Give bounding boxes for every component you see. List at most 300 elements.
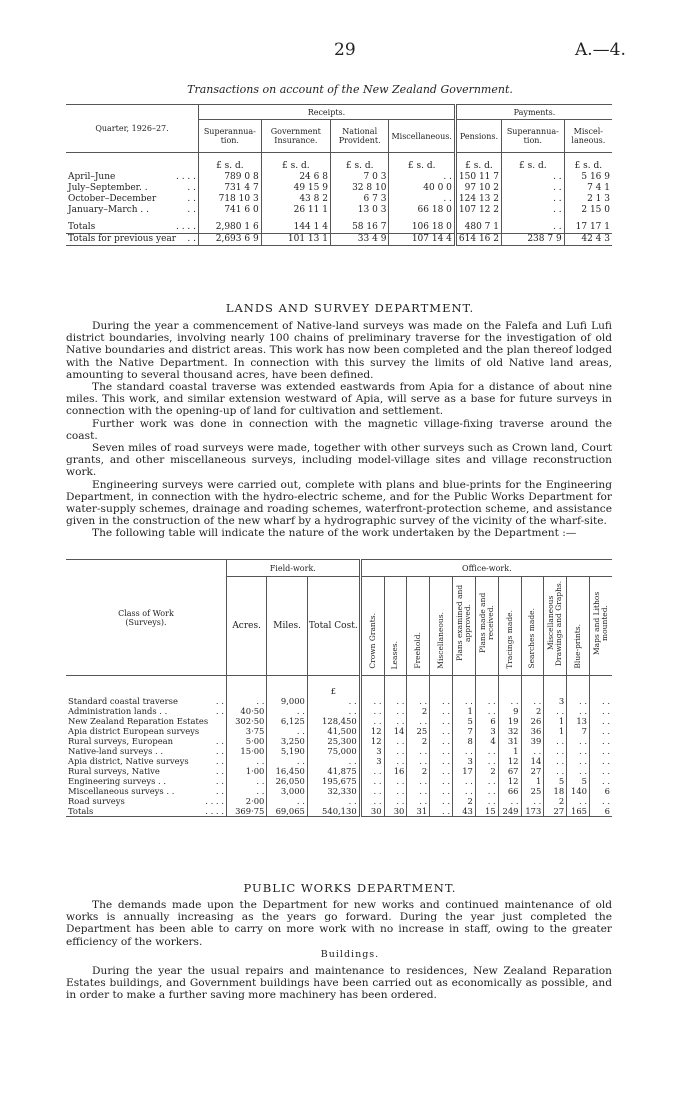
currency-cell: [475, 676, 498, 697]
totals-row: [66, 216, 612, 234]
row-label: January–March . .: [68, 205, 149, 215]
data-cell: 25,300: [307, 736, 360, 746]
office-column-label: Freehold.: [413, 632, 423, 669]
office-column-label: Blue-prints.: [573, 624, 583, 669]
data-cell: 19: [498, 716, 521, 726]
data-cell: 16,450: [267, 766, 307, 776]
unit-cell: £ s. d.: [261, 153, 330, 173]
row-label-cell: [66, 716, 226, 726]
document-reference: A.—4.: [575, 40, 626, 60]
buildings-body: [66, 965, 612, 1002]
data-cell: . .: [590, 736, 613, 746]
data-cell: . .: [407, 756, 430, 766]
data-cell: 13 0 3: [330, 205, 388, 216]
currency-cell: [226, 676, 266, 697]
data-cell: . .: [360, 766, 384, 776]
office-column-header: [567, 577, 590, 676]
data-cell: 3: [360, 746, 384, 756]
units-spacer: [66, 153, 199, 173]
lands-section-title: LANDS AND SURVEY DEPARTMENT.: [225, 301, 475, 315]
data-cell: 17 17 1: [564, 216, 612, 234]
data-cell: . .: [407, 796, 430, 806]
data-cell: . .: [453, 696, 476, 706]
data-cell: . .: [475, 756, 498, 766]
data-cell: . .: [590, 706, 613, 716]
unit-cell: £ s. d.: [501, 153, 564, 173]
data-cell: 2: [544, 796, 567, 806]
data-cell: 13: [567, 716, 590, 726]
data-cell: 789 0 8: [199, 172, 262, 183]
currency-cell: [384, 676, 407, 697]
data-cell: . .: [453, 786, 476, 796]
data-cell: 17: [453, 766, 476, 776]
data-cell: . .: [590, 726, 613, 736]
row-label: April–June: [68, 172, 116, 182]
data-cell: 2: [407, 706, 430, 716]
data-cell: 49 15 9: [261, 183, 330, 194]
column-header: Superannua-tion.: [199, 120, 262, 153]
lands-body: [66, 320, 612, 540]
data-cell: 16: [384, 766, 407, 776]
row-leader: . . . .: [205, 796, 224, 806]
data-cell: . .: [475, 796, 498, 806]
data-cell: 5 16 9: [564, 172, 612, 183]
data-cell: 5: [453, 716, 476, 726]
unit-cell: £ s. d.: [199, 153, 262, 173]
currency-row: [66, 676, 612, 697]
data-cell: . .: [430, 786, 453, 796]
public-works-body: [66, 899, 612, 948]
data-cell: 26: [521, 716, 544, 726]
data-cell: 195,675: [307, 776, 360, 786]
row-leader: . .: [187, 183, 196, 193]
office-column-header: [544, 577, 567, 676]
data-cell: . .: [384, 746, 407, 756]
data-cell: 6,125: [267, 716, 307, 726]
quarter-header: Quarter, 1926–27.: [95, 124, 169, 133]
data-cell: 27: [521, 766, 544, 776]
row-label-cell: [66, 796, 226, 806]
office-column-header: [407, 577, 430, 676]
data-cell: 5: [567, 776, 590, 786]
paragraph: During the year a commencement of Native-land surveys was made on the Falefa and Lufi Lufi district boundaries, involving nearly 100 chains of preliminary traverse for the investigation of old Native boundaries and district areas. This work has now been completed and the plan thereof lodged with the Native Department. In connection with this survey the limits of old Native land areas, amounting to several thousand acres, have been defined.: [66, 320, 612, 381]
field-column-header: Miles.: [267, 577, 307, 676]
data-cell: 32 8 10: [330, 183, 388, 194]
paragraph: The following table will indicate the nature of the work undertaken by the Department :—: [92, 527, 577, 540]
data-cell: 32: [498, 726, 521, 736]
data-cell: . .: [567, 696, 590, 706]
data-cell: . .: [475, 776, 498, 786]
data-cell: . .: [567, 746, 590, 756]
row-label-cell: [66, 746, 226, 756]
office-column-header: [590, 577, 613, 676]
table-row: [66, 796, 612, 806]
data-cell: . .: [430, 746, 453, 756]
data-cell: 41,500: [307, 726, 360, 736]
office-column-label: Miscellaneous Drawings and Graphs.: [546, 580, 564, 666]
paragraph: The standard coastal traverse was extended eastwards from Apia for a distance of about nine miles. This work, and similar extension westward of Apia, will serve as a base for future surveys in connection with the opening-up of land for cultivation and settlement.: [66, 381, 612, 418]
row-label: Totals for previous year: [68, 234, 177, 244]
currency-cell: [498, 676, 521, 697]
table-row: [66, 756, 612, 766]
office-column-header: [498, 577, 521, 676]
data-cell: 33 4 9: [330, 234, 388, 246]
office-column-header: [384, 577, 407, 676]
column-header: National Provident.: [330, 120, 388, 153]
data-cell: 7 4 1: [564, 183, 612, 194]
office-column-label: Maps and Lithos mounted.: [592, 591, 609, 655]
row-label: Engineering surveys . .: [68, 776, 167, 786]
office-column-label: Plans made and received.: [477, 592, 495, 654]
data-cell: . .: [384, 696, 407, 706]
data-cell: . .: [360, 706, 384, 716]
data-cell: 14: [521, 756, 544, 766]
row-label-cell: [66, 766, 226, 776]
currency-cell: [430, 676, 453, 697]
office-column-label: Crown Grants.: [367, 613, 377, 669]
data-cell: . .: [267, 756, 307, 766]
data-cell: 12: [498, 776, 521, 786]
data-cell: 25: [521, 786, 544, 796]
buildings-paragraph: During the year the usual repairs and maintenance to residences, New Zealand Reparation Estates buildings, and Government buildings have been carried out as economically as possible, and in order to make a further saving more machinery has been ordered.: [66, 965, 612, 1002]
field-work-header: Field-work.: [226, 560, 360, 577]
data-cell: . .: [501, 205, 564, 216]
data-cell: . .: [430, 756, 453, 766]
row-leader: . .: [215, 766, 224, 776]
buildings-subheading: Buildings.: [320, 949, 380, 960]
data-cell: 741 6 0: [199, 205, 262, 216]
data-cell: . .: [475, 696, 498, 706]
data-cell: 26 11 1: [261, 205, 330, 216]
row-label-cell: [66, 205, 199, 216]
data-cell: . .: [267, 796, 307, 806]
row-label: Administration lands . .: [68, 706, 168, 716]
data-cell: . .: [453, 746, 476, 756]
survey-work-table: [66, 559, 612, 817]
data-cell: 12: [360, 726, 384, 736]
data-cell: 128,450: [307, 716, 360, 726]
row-leader: . .: [215, 786, 224, 796]
row-leader: . . . .: [205, 806, 224, 816]
data-cell: 24 6 8: [261, 172, 330, 183]
data-cell: 14: [384, 726, 407, 736]
data-cell: 731 4 7: [199, 183, 262, 194]
paragraph: Further work was done in connection with the magnetic village-fixing traverse around the coast.: [66, 417, 612, 442]
field-column-header: Total Cost.: [307, 577, 360, 676]
data-cell: 3: [453, 756, 476, 766]
data-cell: . .: [384, 706, 407, 716]
row-label: New Zealand Reparation Estates: [68, 716, 209, 726]
data-cell: . .: [590, 766, 613, 776]
office-column-header: [360, 577, 384, 676]
data-cell: . .: [544, 766, 567, 776]
paragraph: Engineering surveys were carried out, complete with plans and blue-prints for the Engineering Department, in connection with the hydro-electric scheme, and for the Public Works Department for water-supply schemes, drainage and roading schemes, waterfront-protection scheme, and assistance given in the construction of the new wharf by a hydrographic survey of the vicinity of the wharf-site.: [66, 478, 612, 528]
data-cell: . .: [521, 796, 544, 806]
data-cell: . .: [501, 216, 564, 234]
row-label: Native-land surveys . .: [68, 746, 164, 756]
data-cell: . .: [590, 756, 613, 766]
data-cell: . .: [430, 706, 453, 716]
data-cell: 1: [544, 716, 567, 726]
office-column-header: [521, 577, 544, 676]
data-cell: . .: [407, 786, 430, 796]
unit-cell: £ s. d.: [389, 153, 455, 173]
data-cell: . .: [226, 786, 266, 796]
currency-cell: [267, 676, 307, 697]
data-cell: . .: [567, 796, 590, 806]
data-cell: . .: [407, 746, 430, 756]
data-cell: 2,693 6 9: [199, 234, 262, 246]
data-cell: 66: [498, 786, 521, 796]
data-cell: 41,875: [307, 766, 360, 776]
data-cell: . .: [498, 696, 521, 706]
data-cell: 3: [544, 696, 567, 706]
data-cell: . .: [407, 696, 430, 706]
data-cell: . .: [567, 756, 590, 766]
data-cell: 6: [590, 806, 613, 817]
data-cell: . .: [226, 756, 266, 766]
data-cell: 1·00: [226, 766, 266, 776]
office-column-header: [453, 577, 476, 676]
data-cell: 18: [544, 786, 567, 796]
data-cell: 107 14 4: [389, 234, 455, 246]
data-cell: . .: [544, 706, 567, 716]
column-header: Miscellaneous.: [389, 120, 455, 153]
row-leader: . .: [215, 736, 224, 746]
data-cell: 3: [360, 756, 384, 766]
data-cell: 75,000: [307, 746, 360, 756]
unit-cell: £ s. d.: [564, 153, 612, 173]
data-cell: 66 18 0: [389, 205, 455, 216]
data-cell: . .: [501, 194, 564, 205]
data-cell: . .: [384, 796, 407, 806]
table-row: [66, 706, 612, 716]
data-cell: 12: [498, 756, 521, 766]
data-cell: 25: [407, 726, 430, 736]
data-cell: . .: [430, 736, 453, 746]
row-label-cell: [66, 234, 199, 246]
data-cell: 140: [567, 786, 590, 796]
data-cell: 9,000: [267, 696, 307, 706]
currency-spacer: [66, 676, 226, 697]
data-cell: . .: [521, 746, 544, 756]
data-cell: 2 15 0: [564, 205, 612, 216]
data-cell: 150 11 7: [455, 172, 501, 183]
data-cell: . .: [544, 736, 567, 746]
data-cell: 9: [498, 706, 521, 716]
currency-cell: [567, 676, 590, 697]
data-cell: . .: [360, 696, 384, 706]
data-cell: 101 13 1: [261, 234, 330, 246]
data-cell: . .: [307, 706, 360, 716]
data-cell: . .: [567, 736, 590, 746]
row-label-cell: [66, 183, 199, 194]
data-cell: . .: [384, 716, 407, 726]
data-cell: . .: [567, 706, 590, 716]
data-cell: 40·50: [226, 706, 266, 716]
data-cell: . .: [544, 746, 567, 756]
data-cell: . .: [567, 766, 590, 776]
data-cell: 7: [567, 726, 590, 736]
currency-cell: [407, 676, 430, 697]
data-cell: 718 10 3: [199, 194, 262, 205]
data-cell: 302·50: [226, 716, 266, 726]
totals-row: [66, 806, 612, 817]
data-cell: . .: [226, 776, 266, 786]
data-cell: 1: [453, 706, 476, 716]
data-cell: 8: [453, 736, 476, 746]
column-header: Miscel-laneous.: [564, 120, 612, 153]
data-cell: . .: [407, 716, 430, 726]
data-cell: 43 8 2: [261, 194, 330, 205]
units-row: [66, 153, 612, 173]
data-cell: . .: [430, 796, 453, 806]
table-row: [66, 776, 612, 786]
row-label-cell: [66, 726, 226, 736]
row-leader: . .: [215, 776, 224, 786]
data-cell: 2: [475, 766, 498, 776]
data-cell: 39: [521, 736, 544, 746]
currency-cell: [360, 676, 384, 697]
office-column-label: Leases.: [390, 640, 400, 669]
currency-cell: [453, 676, 476, 697]
table-row: [66, 696, 612, 706]
row-leader: . .: [187, 205, 196, 215]
unit-cell: £ s. d.: [455, 153, 501, 173]
data-cell: 15·00: [226, 746, 266, 756]
office-column-header: [430, 577, 453, 676]
public-works-paragraph: The demands made upon the Department for new works and continued maintenance of old works is annually increasing as the years go forward. During the year just completed the Department has been able to carry on more work with no increase in staff, owing to the greater efficiency of the workers.: [66, 899, 612, 948]
data-cell: . .: [430, 766, 453, 776]
unit-cell: £ s. d.: [330, 153, 388, 173]
data-cell: 1: [544, 726, 567, 736]
data-cell: 5·00: [226, 736, 266, 746]
data-cell: 6: [590, 786, 613, 796]
column-header: Government Insurance.: [261, 120, 330, 153]
data-cell: 2: [453, 796, 476, 806]
table-row: [66, 205, 612, 216]
data-cell: 3,000: [267, 786, 307, 796]
data-cell: . .: [590, 696, 613, 706]
data-cell: 238 7 9: [501, 234, 564, 246]
paragraph: Seven miles of road surveys were made, together with other surveys such as Crown land, Court grants, and other miscellaneous surveys, including model-village sites and village reconstruction work.: [66, 442, 612, 479]
row-label-cell: [66, 706, 226, 716]
data-cell: . .: [475, 746, 498, 756]
data-cell: 58 16 7: [330, 216, 388, 234]
data-cell: 124 13 2: [455, 194, 501, 205]
table-row: [66, 786, 612, 796]
row-leader: . .: [187, 234, 196, 244]
row-label-cell: [66, 806, 226, 817]
data-cell: 40 0 0: [389, 183, 455, 194]
row-label-cell: [66, 756, 226, 766]
data-cell: 369·75: [226, 806, 266, 817]
data-cell: 12: [360, 736, 384, 746]
row-label-cell: [66, 216, 199, 234]
data-cell: . .: [267, 726, 307, 736]
row-label: Apia district European surveys: [68, 726, 200, 736]
data-cell: . .: [307, 756, 360, 766]
data-cell: 107 12 2: [455, 205, 501, 216]
data-cell: . .: [384, 786, 407, 796]
data-cell: 97 10 2: [455, 183, 501, 194]
page-number: 29: [334, 40, 356, 60]
data-cell: . .: [430, 696, 453, 706]
data-cell: . .: [475, 706, 498, 716]
table-row: [66, 183, 612, 194]
row-label: Miscellaneous surveys . .: [68, 786, 175, 796]
column-header: Superannua-tion.: [501, 120, 564, 153]
data-cell: . .: [501, 183, 564, 194]
data-cell: 32,330: [307, 786, 360, 796]
data-cell: 2: [407, 736, 430, 746]
row-leader: . .: [215, 746, 224, 756]
data-cell: . .: [307, 696, 360, 706]
data-cell: 4: [475, 736, 498, 746]
class-of-work-label: Class of Work (Surveys).: [118, 608, 174, 627]
data-cell: 3·75: [226, 726, 266, 736]
data-cell: 69,065: [267, 806, 307, 817]
table-row: [66, 726, 612, 736]
data-cell: . .: [590, 716, 613, 726]
data-cell: . .: [430, 726, 453, 736]
data-cell: . .: [360, 796, 384, 806]
data-cell: 31: [407, 806, 430, 817]
table-row: [66, 194, 612, 205]
data-cell: 67: [498, 766, 521, 776]
data-cell: 3: [475, 726, 498, 736]
currency-cell: [521, 676, 544, 697]
data-cell: . .: [590, 776, 613, 786]
field-column-header: Acres.: [226, 577, 266, 676]
data-cell: . .: [544, 756, 567, 766]
data-cell: 144 1 4: [261, 216, 330, 234]
data-cell: . .: [501, 172, 564, 183]
row-label: Rural surveys, European: [68, 736, 174, 746]
row-label: Totals: [68, 806, 94, 816]
row-label: October–December: [68, 194, 157, 204]
data-cell: 31: [498, 736, 521, 746]
data-cell: 2: [407, 766, 430, 776]
data-cell: 36: [521, 726, 544, 736]
previous-year-row: [66, 234, 612, 246]
currency-cell: £: [307, 676, 360, 697]
data-cell: . .: [389, 194, 455, 205]
data-cell: 2·00: [226, 796, 266, 806]
currency-cell: [544, 676, 567, 697]
office-column-label: Plans examined and approved.: [454, 584, 472, 662]
data-cell: 480 7 1: [455, 216, 501, 234]
data-cell: 3,250: [267, 736, 307, 746]
data-cell: . .: [360, 716, 384, 726]
data-cell: . .: [384, 776, 407, 786]
currency-cell: [590, 676, 613, 697]
row-label: Totals: [68, 222, 96, 232]
data-cell: 30: [384, 806, 407, 817]
row-leader: . .: [215, 756, 224, 766]
office-column-label: Searches made.: [527, 608, 537, 669]
data-cell: 7: [453, 726, 476, 736]
row-leader: . .: [215, 706, 224, 716]
data-cell: . .: [475, 786, 498, 796]
data-cell: 27: [544, 806, 567, 817]
data-cell: . .: [430, 806, 453, 817]
data-cell: . .: [384, 736, 407, 746]
office-work-header: Office-work.: [360, 560, 612, 577]
data-cell: . .: [521, 696, 544, 706]
table-row: [66, 746, 612, 756]
table-caption: Transactions on account of the New Zealand Government.: [187, 83, 513, 96]
